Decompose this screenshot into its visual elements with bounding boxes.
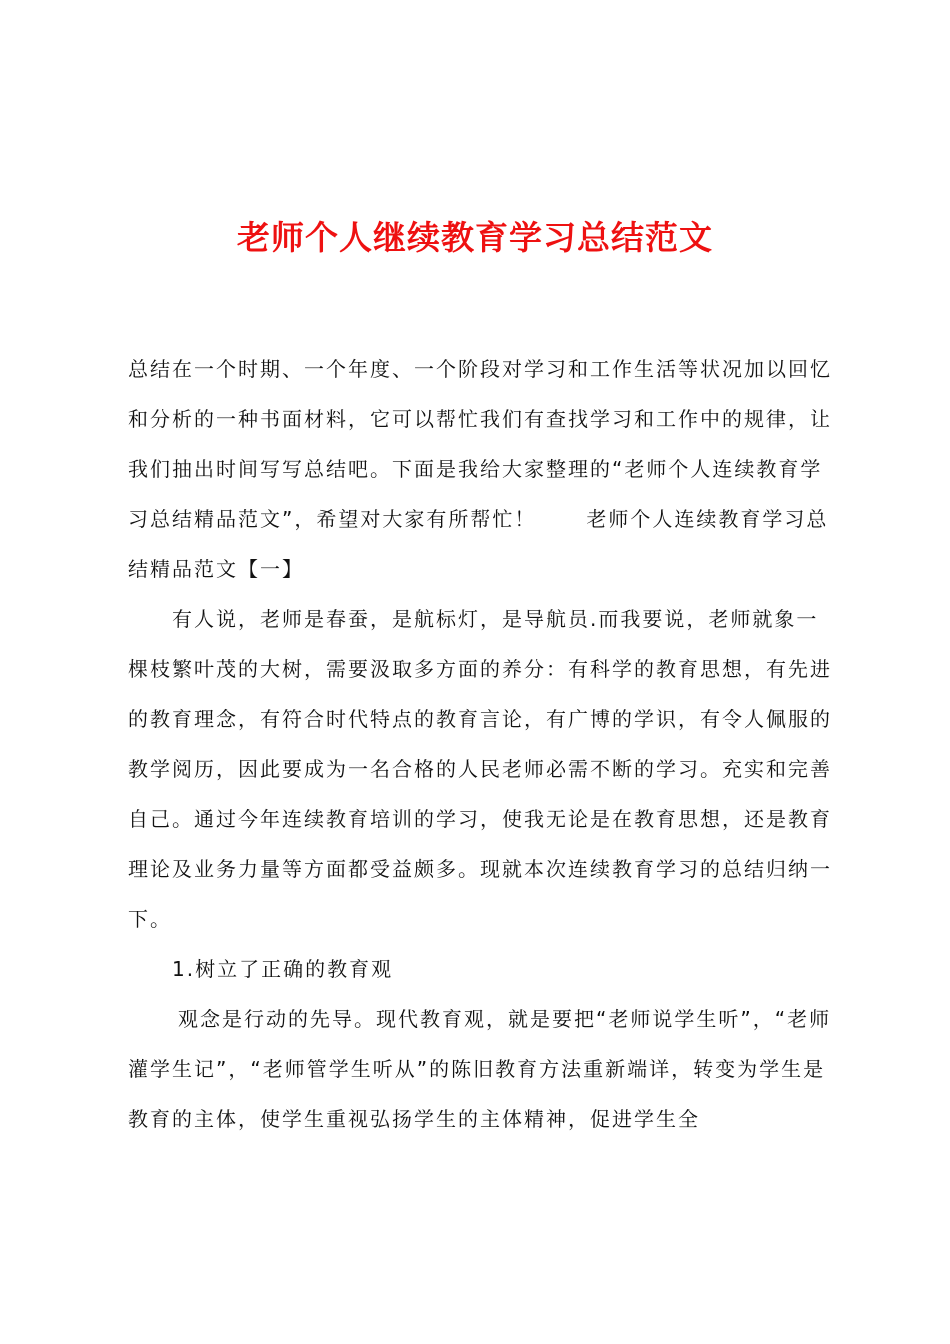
paragraph-1: 有人说，老师是春蚕，是航标灯，是导航员.而我要说，老师就象一棵枝繁叶茂的大树，需要汲取多方面的养分：有科学的教育思想，有先进的教育理念，有符合时代特点的教育言论，有广博的学识，有令人佩服的教学阅历，因此要成为一名合格的人民老师必需不断的学习。充实和完善自己。通过今年连续教育培训的学习，使我无论是在教育思想，还是教育理论及业务力量等方面都受益颇多。现就本次连续教育学习的总结归纳一下。 [128, 607, 832, 931]
intro-text: 总结在一个时期、一个年度、一个阶段对学习和工作生活等状况加以回忆和分析的一种书面材料，它可以帮忙我们有查找学习和工作中的规律，让我们抽出时间写写总结吧。下面是我给大家整理的“老师个人连续教育学习总结精品范文”，希望对大家有所帮忙！ [128, 357, 832, 531]
intro-paragraph [128, 344, 832, 594]
list-item-1: 1.树立了正确的教育观 [172, 957, 394, 981]
section-heading: 老师个人连续教育学习总结精品范文【一】 [128, 507, 829, 581]
document-body [128, 344, 832, 1144]
paragraph-2: 观念是行动的先导。现代教育观，就是要把“老师说学生听”，“老师灌学生记”，“老师管学生听从”的陈旧教育方法重新端详，转变为学生是教育的主体，使学生重视弘扬学生的主体精神，促进学生全 [128, 1007, 832, 1131]
document-title: 老师个人继续教育学习总结范文 [237, 218, 713, 257]
